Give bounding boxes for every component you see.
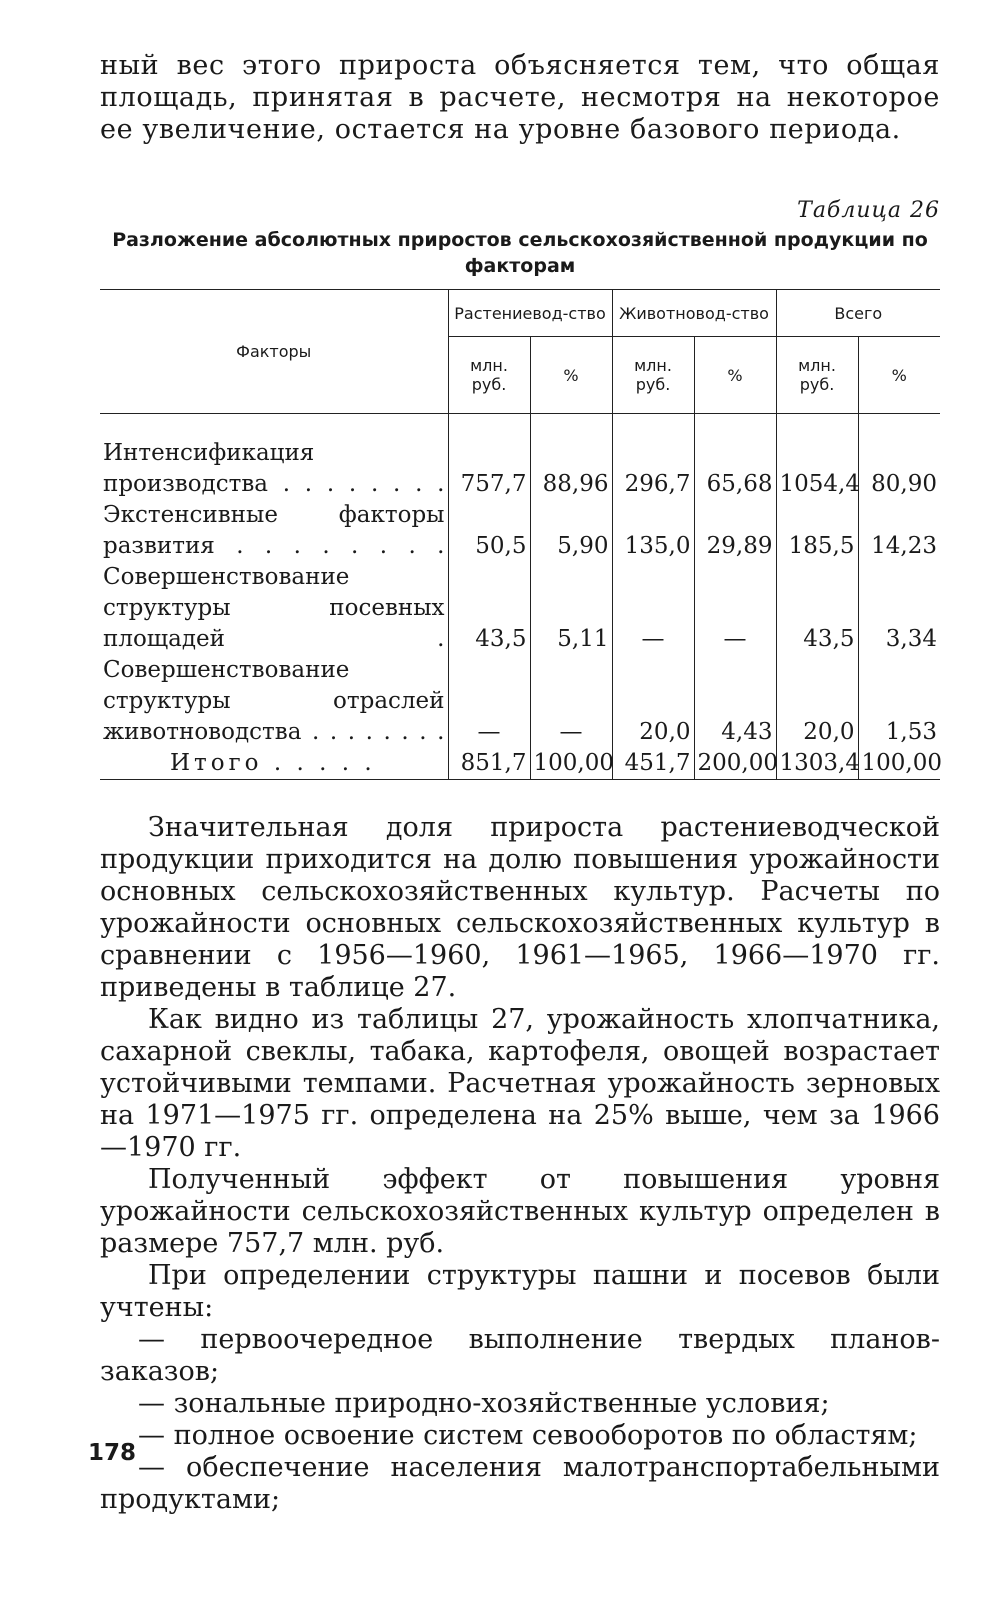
- unit-header: %: [694, 337, 776, 414]
- body-paragraph: Значительная доля прироста растениеводческой продукции приходится на долю повышения урожайности основных сельскохозяйственных культур. Расчеты по урожайности основных сельскохозяйственных культур в сравнении с 1956—1960, 1961—1965, 1966—1970 гг. приведены в таблице 27.: [100, 812, 940, 1003]
- table-cell: 185,5: [776, 500, 858, 562]
- table-cell: 757,7: [448, 414, 530, 501]
- row-label: Интенсификация производства . . . . . . . .: [103, 440, 445, 497]
- table-cell: 43,5: [448, 562, 530, 655]
- row-label: Совершенствование структуры отраслей животноводства . . . . . . . .: [103, 657, 445, 745]
- table-cell: 29,89: [694, 500, 776, 562]
- table-cell: 851,7: [448, 748, 530, 780]
- table-cell: 135,0: [612, 500, 694, 562]
- body-paragraph: При определении структуры пашни и посевов были учтены:: [100, 1260, 940, 1323]
- table-cell: 20,0: [612, 655, 694, 748]
- table-cell: —: [448, 655, 530, 748]
- table-row: [100, 414, 940, 501]
- unit-header: млн. руб.: [776, 337, 858, 414]
- body-paragraph: Как видно из таблицы 27, урожайность хлопчатника, сахарной свеклы, табака, картофеля, овощей возрастает устойчивыми темпами. Расчетная урожайность зерновых на 1971—1975 гг. определена на 25% выше, чем за 1966—1970 гг.: [100, 1004, 940, 1163]
- unit-header: млн. руб.: [612, 337, 694, 414]
- list-item: — обеспечение населения малотранспортабельными продуктами;: [100, 1452, 940, 1515]
- group-header-crop: Растениевод-ство: [448, 290, 612, 337]
- table-cell: 296,7: [612, 414, 694, 501]
- group-header-livestock: Животновод-ство: [612, 290, 776, 337]
- table-cell: 88,96: [530, 414, 612, 501]
- table-cell: 43,5: [776, 562, 858, 655]
- table-cell: 3,34: [858, 562, 940, 655]
- page-number: 178: [88, 1440, 137, 1466]
- list-item: — полное освоение систем севооборотов по областям;: [138, 1420, 918, 1451]
- table-cell: 4,43: [694, 655, 776, 748]
- table-row-total: [100, 748, 940, 780]
- table-cell: 100,00: [530, 748, 612, 780]
- table-row: [100, 562, 940, 655]
- table-cell: 1303,4: [776, 748, 858, 780]
- table-cell: —: [612, 562, 694, 655]
- table-cell: —: [530, 655, 612, 748]
- requirements-list: [100, 1324, 940, 1516]
- list-item: — зональные природно-хозяйственные условия;: [138, 1388, 830, 1419]
- unit-header: млн. руб.: [448, 337, 530, 414]
- table-row: [100, 500, 940, 562]
- table-cell: 451,7: [612, 748, 694, 780]
- table-title: Разложение абсолютных приростов сельскохозяйственной продукции по факторам: [112, 229, 928, 277]
- table-cell: 1054,4: [776, 414, 858, 501]
- factor-header: Факторы: [236, 342, 312, 361]
- table-cell: 1,53: [858, 655, 940, 748]
- table-cell: 80,90: [858, 414, 940, 501]
- table-cell: 14,23: [858, 500, 940, 562]
- table-number: Таблица 26: [797, 198, 940, 223]
- row-label: Совершенствование структуры посевных площадей .: [103, 564, 445, 652]
- table-cell: 50,5: [448, 500, 530, 562]
- intro-paragraph: ный вес этого прироста объясняется тем, что общая площадь, принятая в расчете, несмотря на некоторое ее увеличение, остается на уровне базового периода.: [100, 50, 940, 145]
- row-label: Экстенсивные факторы развития . . . . . . . .: [103, 502, 445, 559]
- table-cell: —: [694, 562, 776, 655]
- table-cell: 5,90: [530, 500, 612, 562]
- list-item: — первоочередное выполнение твердых планов-заказов;: [100, 1324, 940, 1387]
- factor-table: [100, 289, 940, 780]
- unit-header: %: [858, 337, 940, 414]
- table-cell: 100,00: [858, 748, 940, 780]
- row-label: Итого . . . . .: [170, 750, 376, 776]
- table-cell: 200,00: [694, 748, 776, 780]
- group-header-total: Всего: [776, 290, 940, 337]
- table-cell: 5,11: [530, 562, 612, 655]
- page-body: [100, 50, 940, 1516]
- unit-header: %: [530, 337, 612, 414]
- body-paragraph: Полученный эффект от повышения уровня урожайности сельскохозяйственных культур определен в размере 757,7 млн. руб.: [100, 1164, 940, 1259]
- table-cell: 20,0: [776, 655, 858, 748]
- table-row: [100, 655, 940, 748]
- table-cell: 65,68: [694, 414, 776, 501]
